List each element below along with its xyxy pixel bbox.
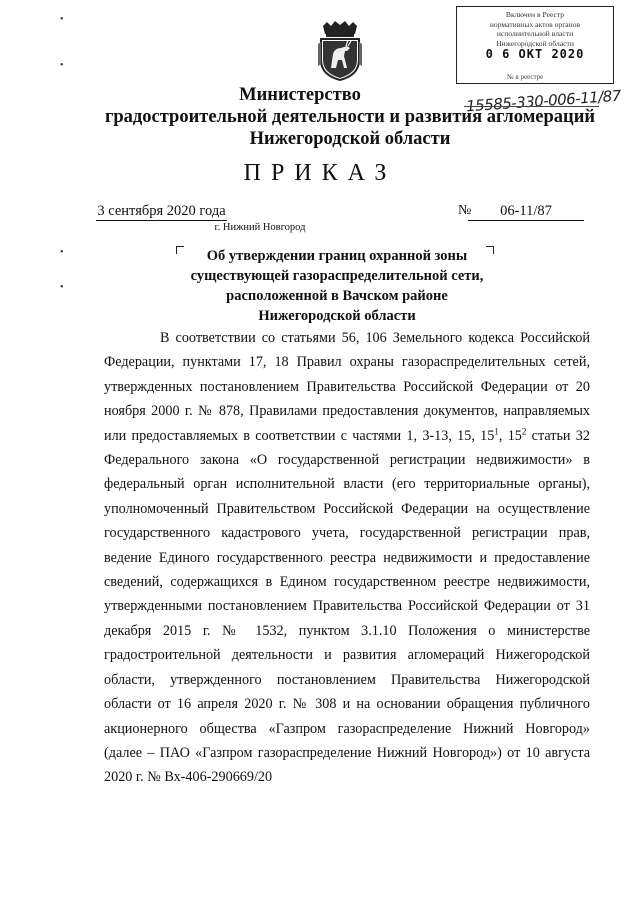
coat-of-arms-emblem	[317, 20, 363, 82]
superscript: 1	[494, 425, 499, 436]
body-text: , 15	[498, 427, 522, 444]
registry-number: 15585-330-006-11/87	[465, 86, 622, 116]
superscript: 2	[521, 425, 527, 436]
stamp-line: Включен в Реестр	[505, 10, 565, 19]
document-type-title: ПРИКАЗ	[243, 160, 397, 186]
margin-mark: •	[60, 60, 64, 71]
ministry-line: градостроительной деятельности и развития агломераций	[104, 107, 596, 127]
stamp-reg-label: № в реестре	[507, 73, 544, 81]
stamp-line: нормативных актов органов	[489, 19, 581, 29]
subject-line: существующей газораспределительной сети,	[190, 268, 484, 284]
ministry-line: Нижегородской области	[249, 129, 451, 149]
document-city: г. Нижний Новгород	[214, 222, 306, 233]
body-text: статьи 32 Федерального закона «О государственной регистрации недвижимости» в федеральный орган исполнительной власти (его территориальные органы), уполномоченный Правительством Российской Федерации на осуществление государственного кадастрового учета, государственной регистрации прав, ведение Единого государственного реестра недвижимости и предоставление сведений, содержащихся в Едином государственном реестре недвижимости, утвержденными постановлением Правительства Российской Федерации от 31 декабря 2015 г. № 1532, пунктом 3.1.10 Положения о министерстве градостроительной деятельности и развития агломераций Нижегородской области, утвержденного постановлением Правительства Нижегородской области от 16 апреля 2020 г. № 308 и на основании обращения публичного акционерного общества «Газпром газораспределение Нижний Новгород» (далее – ПАО «Газпром газораспределение Нижний Новгород») от 10 августа 2020 г. № Вх-406-290669/20	[104, 427, 590, 786]
stamp-line: исполнительной власти	[496, 29, 574, 39]
stamp-line: Нижегородской области	[496, 38, 574, 48]
document-number: 06-11/87	[468, 203, 584, 221]
ministry-line: Министерство	[239, 85, 361, 105]
document-date: 3 сентября 2020 года	[97, 203, 226, 219]
number-label: №	[458, 203, 472, 218]
subject-line: Об утверждении границ охранной зоны	[206, 248, 468, 264]
margin-mark: •	[60, 282, 64, 293]
document-subject	[172, 246, 502, 326]
stamp-date: 0 6 ОКТ 2020	[485, 47, 585, 62]
body-text: В соответствии со статьями 56, 106 Земельного кодекса Российской Федерации, пунктами 17, 18 Правил охраны газораспределительных сетей, утвержденных постановлением Правительства Российской Федерации от 20 ноября 2000 г. № 878, Правилами предоставления документов, направляемых или предоставляемых в соответствии с частями 1, 3-13, 15, 15	[104, 330, 590, 444]
margin-mark: •	[60, 14, 64, 25]
subject-line: расположенной в Вачском районе	[226, 288, 448, 304]
margin-mark: •	[60, 247, 64, 258]
subject-line: Нижегородской области	[258, 308, 416, 324]
body-paragraph	[104, 326, 590, 790]
registry-stamp	[456, 6, 614, 84]
ministry-name	[60, 84, 640, 150]
